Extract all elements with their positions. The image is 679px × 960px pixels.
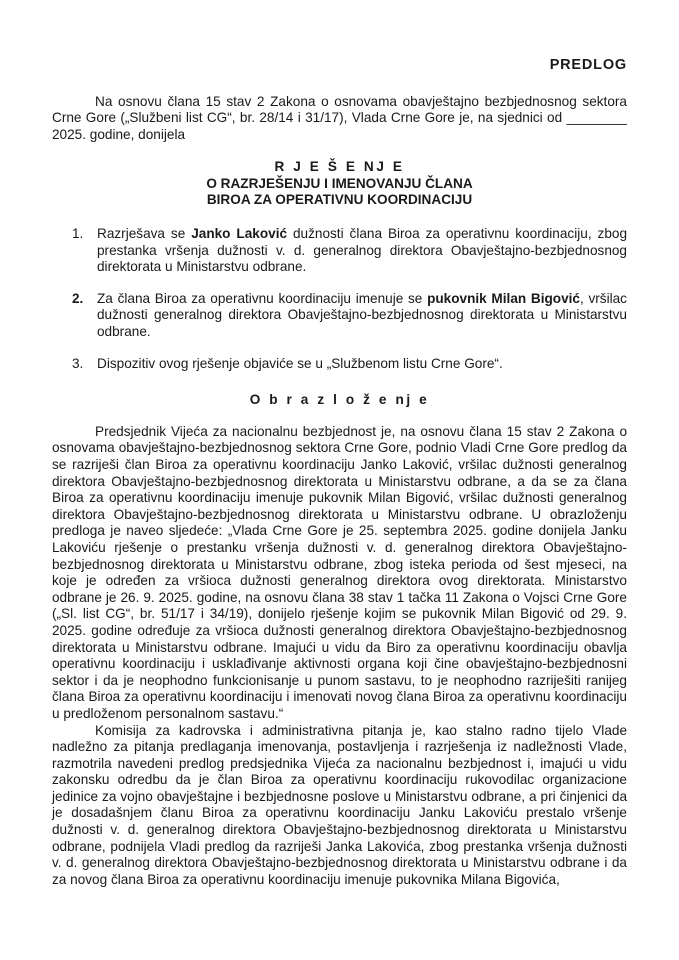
list-item-emphasis: Janko Laković bbox=[191, 226, 288, 242]
list-item-text-before: Razrješava se bbox=[97, 226, 192, 242]
list-item bbox=[52, 356, 627, 373]
list-item-emphasis: pukovnik Milan Bigović bbox=[427, 290, 580, 306]
decision-title-line-2: O RAZRJEŠENJU I IMENOVANJU ČLANA bbox=[206, 175, 473, 191]
list-item bbox=[52, 291, 627, 341]
list-item-text-before: Dispozitiv ovog rješenje objaviće se u „Službenom listu Crne Gore“. bbox=[97, 355, 503, 371]
decision-items-list bbox=[52, 226, 627, 372]
decision-title-line-3: BIROA ZA OPERATIVNU KOORDINACIJU bbox=[206, 192, 473, 208]
list-item-text-before: Za člana Biroa za operativnu koordinaciju imenuje se bbox=[97, 290, 428, 306]
explanation-paragraph: Predsjednik Vijeća za nacionalnu bezbjednost je, na osnovu člana 15 stav 2 Zakona o osnovama obavještajno-bezbjednosnog sektora Crne Gore, podnio Vladi Crne Gore predlog da se razriješi član Biroa za operativnu koordinaciju Janko Laković, vršilac dužnosti generalnog direktora Obavještajno-bezbjednosnog direktorata u Ministarstvu odbrane, a da se za člana Biroa za operativnu koordinaciju imenuje pukovnik Milan Bigović, vršilac dužnosti generalnog direktora Obavještajno-bezbjednosnog direktorata u Ministarstvu odbrane. U obrazloženju predloga je naveo sljedeće: „Vlada Crne Gore je 25. septembra 2025. godine donijela Janku Lakoviću rješenje o prestanku vršenja dužnosti v. d. generalnog direktora Obavještajno-bezbjednosnog direktorata u Ministarstvu odbrane, zbog isteka perioda od šest mjeseci, na koje je određen za vršioca dužnosti generalnog direktora ovog direktorata. Ministarstvo odbrane je 26. 9. 2025. godine, na osnovu člana 38 stav 1 tačka 11 Zakona o Vojsci Crne Gore („Sl. list CG“, br. 51/17 i 34/19), donijelo rješenje kojim se pukovnik Milan Bigović od 29. 9. 2025. godine određuje za vršioca dužnosti generalnog direktora Obavještajno-bezbjednosnog direktorata u Ministarstvu odbrane. Imajući u vidu da Biro za operativnu koordinaciju obavlja operativnu koordinaciju i usklađivanje aktivnosti organa koji čine obavještajno-bezbjednosni sektor i da je neophodno funkcionisanje u punom sastavu, to je neophodno razriješiti ranijeg člana Biroa za operativnu koordinaciju i imenovati novog člana Biroa za operativnu koordinaciju u predloženom personalnom sastavu.“ bbox=[52, 423, 627, 721]
decision-title-block bbox=[52, 159, 627, 209]
explanation-paragraph: Komisija za kadrovska i administrativna pitanja je, kao stalno radno tijelo Vlade nadležno za pitanja predlaganja imenovanja, postavljenja i razrješenja iz nadležnosti Vlade, razmotrila navedeni predlog predsjednika Vijeća za nacionalnu bezbjednost i, imajući u vidu zakonsku odredbu da je član Biroa za operativnu koordinaciju rukovodilac organizacione jedinice za vojno obavještajne i bezbjednosne poslove u Ministarstvu odbrane, a pri činjenici da je dosadašnjem članu Biroa za operativnu koordinaciju Janku Lakoviću prestalo vršenje dužnosti v. d. generalnog direktora Obavještajno-bezbjednosnog direktorata u Ministarstvu odbrane, podnijela Vladi predlog da razriješi Janka Lakovića, zbog prestanka vršenja dužnosti v. d. generalnog direktora Obavještajno-bezbjednosnog direktorata u Ministarstvu odbrane i da za novog člana Biroa za operativnu koordinaciju imenuje pukovnika Milana Bigovića, bbox=[52, 722, 627, 887]
list-item-marker: 3. bbox=[72, 355, 84, 371]
intro-paragraph: Na osnovu člana 15 stav 2 Zakona o osnovama obavještajno bezbjednosnog sektora Crne Gore („Službeni list CG“, br. 28/14 i 31/17), Vlada Crne Gore je, na sjednici od ________ 2025. godine, donijela bbox=[52, 93, 627, 142]
explanation-heading: O b r a z l o ž e nj e bbox=[249, 392, 430, 408]
list-item-text-after: dužnosti člana Biroa za operativnu koordinaciju, zbog prestanka vršenja dužnosti v. d. generalnog direktora Obavještajno-bezbjednosnog direktorata u Ministarstvu odbrane. bbox=[97, 226, 627, 275]
list-item bbox=[52, 226, 627, 276]
list-item-marker: 1. bbox=[72, 226, 84, 242]
list-item-marker: 2. bbox=[72, 290, 84, 306]
list-item-text-after: , vršilac dužnosti generalnog direktora Obavještajno-bezbjednosnog direktorata u Ministarstvu odbrane. bbox=[97, 290, 627, 340]
decision-title-line-1: R J E Š E NJ E bbox=[274, 159, 405, 175]
document-header-label: PREDLOG bbox=[549, 57, 627, 73]
